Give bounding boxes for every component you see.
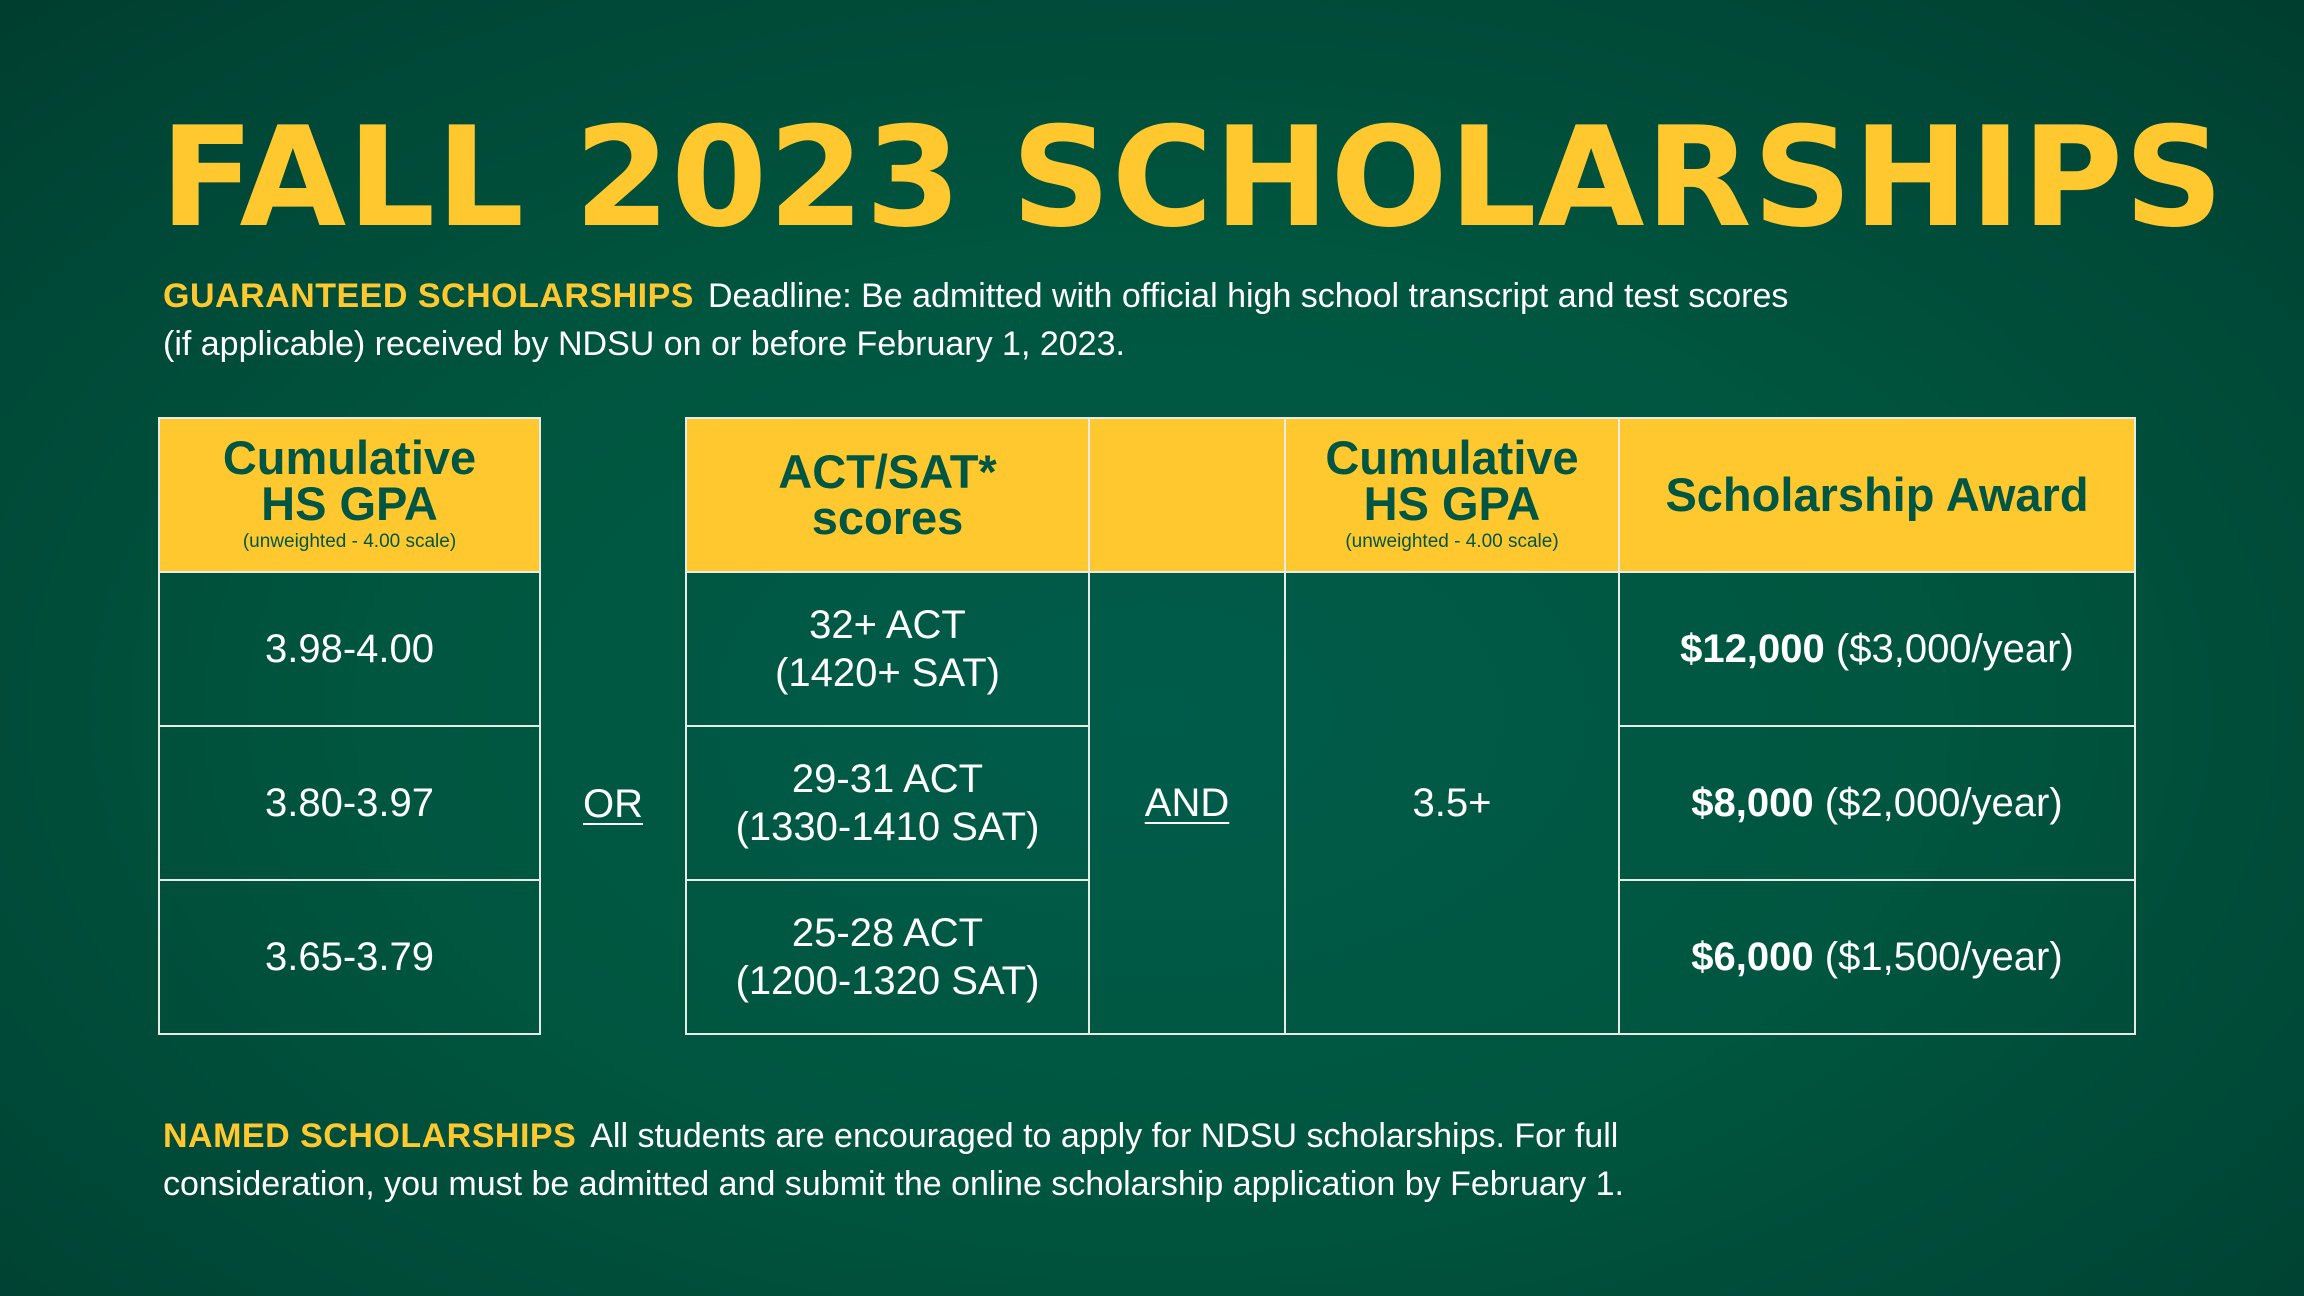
guaranteed-line-1 xyxy=(163,272,2143,320)
gpa-header-note: (unweighted - 4.00 scale) xyxy=(242,531,457,552)
award-per-year: ($1,500/year) xyxy=(1824,935,2063,979)
min-gpa-header-line2: HS GPA xyxy=(1363,477,1541,530)
blank-header-cell xyxy=(1088,417,1286,573)
act-score: 32+ ACT xyxy=(809,603,966,647)
page-title: FALL 2023 SCHOLARSHIPS xyxy=(160,97,2225,258)
award-per-year: ($2,000/year) xyxy=(1824,781,2063,825)
named-heading: NAMED SCHOLARSHIPS xyxy=(163,1117,577,1155)
act-score: 25-28 ACT xyxy=(791,911,984,955)
guaranteed-scholarships-info xyxy=(163,272,2143,368)
award-total: $6,000 xyxy=(1691,935,1814,979)
named-text: All students are encouraged to apply for NDSU scholarships. For full xyxy=(590,1117,1619,1155)
gpa-header-cell xyxy=(158,417,541,573)
score-row-3 xyxy=(685,879,1090,1035)
guaranteed-deadline-text: Deadline: Be admitted with official high school transcript and test scores xyxy=(707,277,1789,315)
min-gpa-value: 3.5+ xyxy=(1412,781,1492,825)
gpa-row-3 xyxy=(158,879,541,1035)
award-header-text: Scholarship Award xyxy=(1665,468,2089,521)
and-connector: AND xyxy=(1144,781,1230,825)
sat-score: (1330-1410 SAT) xyxy=(735,805,1040,849)
sat-score: (1420+ SAT) xyxy=(775,651,1000,695)
named-line-2: consideration, you must be admitted and submit the online scholarship application by February 1. xyxy=(163,1165,1624,1203)
or-connector: OR xyxy=(583,782,643,826)
scores-header-line2: scores xyxy=(811,491,964,544)
gpa-row-1 xyxy=(158,571,541,727)
award-header-cell xyxy=(1618,417,2136,573)
award-row-1 xyxy=(1618,571,2136,727)
gpa-range: 3.80-3.97 xyxy=(264,781,435,825)
award-row-2 xyxy=(1618,725,2136,881)
min-gpa-header-note: (unweighted - 4.00 scale) xyxy=(1345,531,1559,552)
gpa-header-line2: HS GPA xyxy=(261,477,438,530)
named-line-1 xyxy=(163,1112,2143,1160)
scores-header-line1: ACT/SAT* xyxy=(778,445,997,498)
min-gpa-cell xyxy=(1284,571,1620,1035)
award-per-year: ($3,000/year) xyxy=(1835,627,2074,671)
gpa-header-line1: Cumulative xyxy=(222,431,477,484)
guaranteed-heading: GUARANTEED SCHOLARSHIPS xyxy=(163,277,694,315)
min-gpa-header-cell xyxy=(1284,417,1620,573)
guaranteed-line-2: (if applicable) received by NDSU on or before February 1, 2023. xyxy=(163,325,1125,363)
min-gpa-header-line1: Cumulative xyxy=(1325,431,1579,484)
award-row-3 xyxy=(1618,879,2136,1035)
award-total: $12,000 xyxy=(1680,627,1825,671)
score-row-2 xyxy=(685,725,1090,881)
sat-score: (1200-1320 SAT) xyxy=(735,959,1040,1003)
gpa-range: 3.65-3.79 xyxy=(264,935,435,979)
scores-header-cell xyxy=(685,417,1090,573)
gpa-row-2 xyxy=(158,725,541,881)
named-scholarships-info xyxy=(163,1112,2143,1208)
score-row-1 xyxy=(685,571,1090,727)
award-total: $8,000 xyxy=(1691,781,1814,825)
and-connector-cell xyxy=(1088,571,1286,1035)
gpa-range: 3.98-4.00 xyxy=(264,627,435,671)
act-score: 29-31 ACT xyxy=(791,757,984,801)
